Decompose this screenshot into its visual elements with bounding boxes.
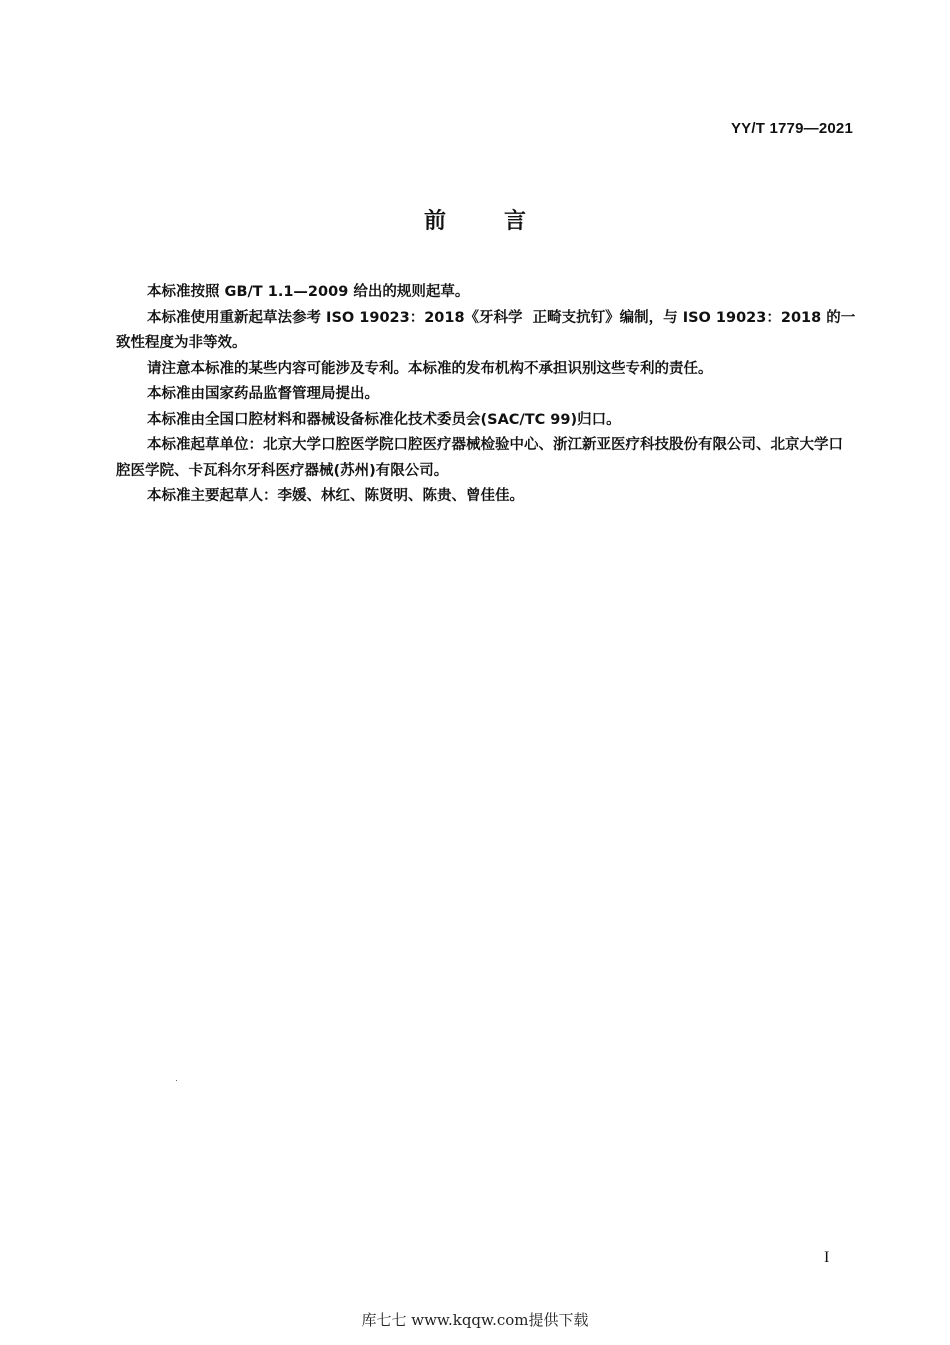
paragraph-iso-reference: 本标准使用重新起草法参考 ISO 19023：2018《牙科学 正畸支抗钉》编制，与 ISO 19023：2018 的一致性程度为非等效。	[116, 309, 856, 351]
paragraph-drafting-units: 本标准起草单位：北京大学口腔医学院口腔医疗器械检验中心、浙江新亚医疗科技股份有限公司、北京大学口腔医学院、卡瓦科尔牙科医疗器械(苏州)有限公司。	[116, 437, 843, 479]
paragraph-drafting-rules: 本标准按照 GB/T 1.1—2009 给出的规则起草。	[147, 284, 470, 300]
paragraph-patent-notice: 请注意本标准的某些内容可能涉及专利。本标准的发布机构不承担识别这些专利的责任。	[147, 360, 713, 377]
paragraph-proposer: 本标准由国家药品监督管理局提出。	[147, 386, 379, 402]
foreword-body	[116, 280, 856, 510]
paragraph-drafters: 本标准主要起草人：李媛、林红、陈贤明、陈贵、曾佳佳。	[147, 488, 524, 504]
paragraph-committee: 本标准由全国口腔材料和器械设备标准化技术委员会(SAC/TC 99)归口。	[147, 411, 621, 428]
page-title: 前言	[423, 209, 584, 234]
document-code: YY/T 1779—2021	[730, 120, 853, 137]
download-footer: 库七七 www.kqqw.com提供下载	[361, 1311, 589, 1329]
page-number: I	[824, 1249, 830, 1266]
scan-speck	[176, 1080, 177, 1081]
